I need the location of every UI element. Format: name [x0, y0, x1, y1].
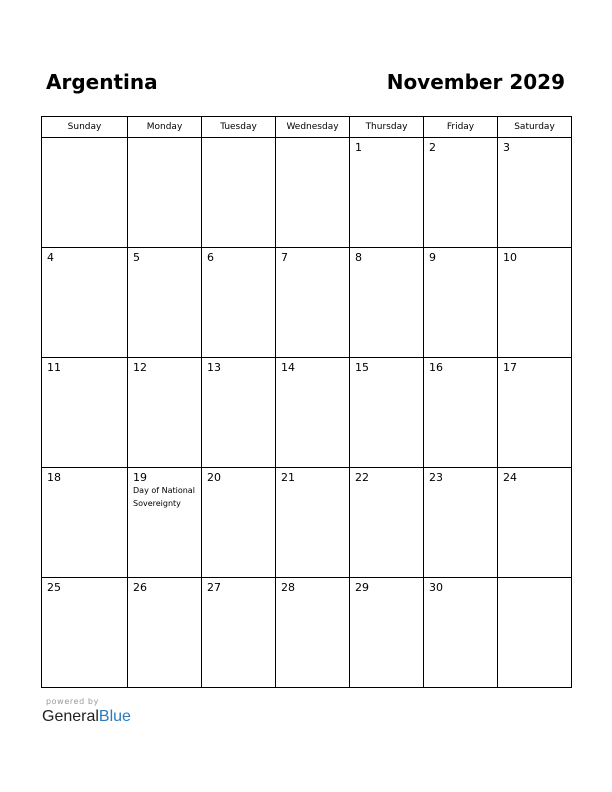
week-row-4: [42, 468, 572, 578]
week-row-5: [42, 578, 572, 688]
day-cell: [276, 248, 350, 358]
weekday-header-row: [42, 117, 572, 138]
day-number: 5: [133, 251, 140, 264]
holiday-label: Day of National Sovereignty: [133, 486, 195, 508]
week-row-3: [42, 358, 572, 468]
day-cell: [424, 468, 498, 578]
day-number: 23: [429, 471, 443, 484]
day-number: 12: [133, 361, 147, 374]
month-year-title: November 2029: [386, 70, 565, 94]
day-number: 18: [47, 471, 61, 484]
day-number: 4: [47, 251, 54, 264]
day-number: 8: [355, 251, 362, 264]
calendar-grid: [41, 116, 572, 688]
day-number: 30: [429, 581, 443, 594]
day-cell: [350, 578, 424, 688]
day-cell: [128, 248, 202, 358]
day-number: 7: [281, 251, 288, 264]
day-cell: [202, 468, 276, 578]
day-number: 26: [133, 581, 147, 594]
day-cell: [498, 468, 572, 578]
day-cell: [424, 248, 498, 358]
day-cell: [42, 248, 128, 358]
day-cell: [276, 578, 350, 688]
day-cell: [350, 138, 424, 248]
day-number: 28: [281, 581, 295, 594]
day-number: 3: [503, 141, 510, 154]
day-cell: [350, 468, 424, 578]
day-number: 10: [503, 251, 517, 264]
country-title: Argentina: [46, 70, 158, 94]
week-row-2: [42, 248, 572, 358]
day-cell: [498, 578, 572, 688]
day-number: 20: [207, 471, 221, 484]
day-cell: [128, 578, 202, 688]
weekday-friday: Friday: [424, 117, 498, 138]
day-cell: [128, 138, 202, 248]
day-cell: [276, 468, 350, 578]
day-cell: [128, 358, 202, 468]
weekday-thursday: Thursday: [350, 117, 424, 138]
day-cell: [498, 358, 572, 468]
day-cell: [202, 248, 276, 358]
day-cell: [42, 358, 128, 468]
week-row-1: [42, 138, 572, 248]
day-cell: [42, 578, 128, 688]
day-cell: [350, 358, 424, 468]
weekday-sunday: Sunday: [42, 117, 128, 138]
day-cell: [128, 468, 202, 578]
day-cell: [202, 358, 276, 468]
brand-blue-text: Blue: [98, 708, 131, 725]
day-cell: [42, 138, 128, 248]
day-number: 29: [355, 581, 369, 594]
day-cell: [498, 248, 572, 358]
weekday-tuesday: Tuesday: [202, 117, 276, 138]
day-number: 13: [207, 361, 221, 374]
weekday-monday: Monday: [128, 117, 202, 138]
weekday-saturday: Saturday: [498, 117, 572, 138]
powered-by-text: powered by: [46, 697, 99, 706]
day-number: 1: [355, 141, 362, 154]
day-cell: [276, 358, 350, 468]
day-cell: [424, 138, 498, 248]
day-number: 21: [281, 471, 295, 484]
day-cell: [42, 468, 128, 578]
brand-general-text: General: [42, 708, 99, 725]
day-cell: [350, 248, 424, 358]
day-number: 27: [207, 581, 221, 594]
day-number: 25: [47, 581, 61, 594]
day-number: 17: [503, 361, 517, 374]
day-number: 11: [47, 361, 61, 374]
day-cell: [202, 138, 276, 248]
day-number: 16: [429, 361, 443, 374]
day-cell: [276, 138, 350, 248]
weekday-wednesday: Wednesday: [276, 117, 350, 138]
day-cell: [202, 578, 276, 688]
day-number: 15: [355, 361, 369, 374]
day-number: 22: [355, 471, 369, 484]
day-number: 2: [429, 141, 436, 154]
generalblue-logo[interactable]: [42, 708, 131, 726]
day-cell: [498, 138, 572, 248]
day-number: 19: [133, 471, 147, 484]
day-cell: [424, 578, 498, 688]
day-number: 9: [429, 251, 436, 264]
day-number: 24: [503, 471, 517, 484]
day-number: 6: [207, 251, 214, 264]
day-cell: [424, 358, 498, 468]
day-number: 14: [281, 361, 295, 374]
